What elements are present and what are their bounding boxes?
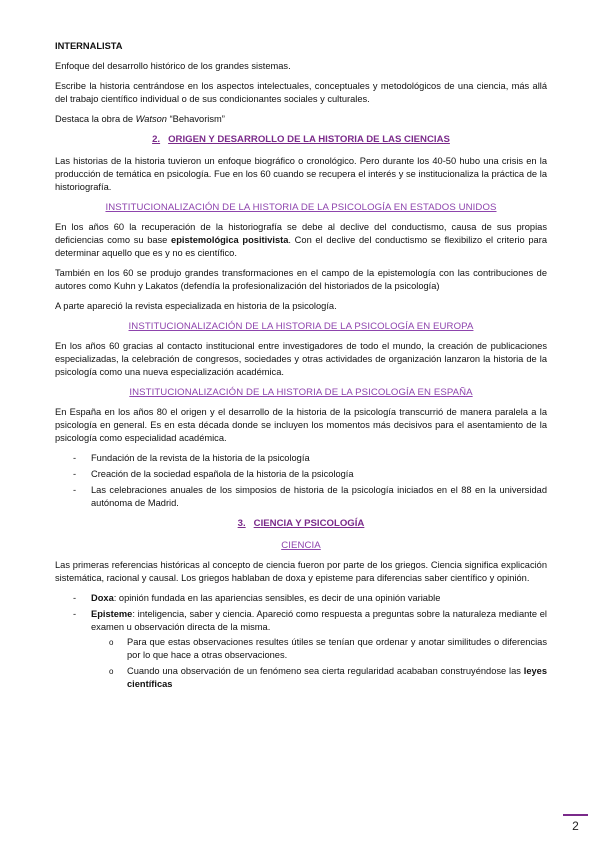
dash-bullet-icon: - — [73, 485, 77, 495]
footer-divider — [563, 814, 588, 816]
term-episteme: Episteme — [91, 609, 133, 619]
list-item-text: Fundación de la revista de la historia de la psicología — [91, 453, 310, 463]
ciencia-list — [55, 592, 547, 691]
list-item — [55, 592, 547, 605]
dash-bullet-icon: - — [73, 469, 77, 479]
sublist-item-text: Cuando una observación de un fenómeno sea cierta regularidad acababan construyéndose las — [127, 666, 524, 676]
page-number: 2 — [572, 819, 579, 833]
espana-paragraph: En España en los años 80 el origen y el desarrollo de la historia de la psicología transcurrió de manera paralela a la psicología en general. Es en esta década donde se incluyen los momentos más decisivos para el asentamiento de la psicología como especialidad académica. — [55, 407, 547, 443]
section-number: 3. — [237, 518, 246, 529]
list-item-text: : inteligencia, saber y ciencia. Apareció como respuesta a preguntas sobre la naturaleza mediante el examen u observación directa de la misma. — [91, 609, 547, 632]
sublist-item — [91, 665, 547, 691]
europa-paragraph: En los años 60 gracias al contacto institucional entre investigadores de todo el mundo, la creación de publicaciones especializadas, la celebración de congresos, sociedades y otras actividades de organización lanzaron la historia de la psicología como una nueva especialización académica. — [55, 341, 547, 377]
list-item — [55, 484, 547, 510]
eeuu-paragraph-1 — [55, 221, 547, 260]
dash-bullet-icon: - — [73, 593, 77, 603]
list-item-text: Creación de la sociedad española de la historia de la psicología — [91, 469, 354, 479]
bold-term: leyes científicas — [127, 666, 547, 689]
list-item-text: : opinión fundada en las apariencias sensibles, es decir de una opinión variable — [113, 593, 441, 603]
bold-term: epistemológica positivista — [171, 235, 289, 245]
internalista-paragraph-3 — [55, 113, 547, 126]
text-span: Destaca la obra de — [55, 114, 136, 124]
list-item-text: Las celebraciones anuales de los simposios de historia de la psicología iniciados en el 88 en la universidad autónoma de Madrid. — [91, 485, 547, 508]
section-2-paragraph: Las historias de la historia tuvieron un enfoque biográfico o cronológico. Pero durante los 40-50 hubo una crisis en la producción de temática en psicología. Fue en los 60 cuando se recupera el interés y se institucionaliza la práctica de la historiografía. — [55, 156, 547, 192]
section-title: CIENCIA Y PSICOLOGÍA — [253, 518, 365, 529]
espana-heading: INSTITUCIONALIZACIÓN DE LA HISTORIA DE LA PSICOLOGÍA EN ESPAÑA — [129, 387, 473, 398]
section-number: 2. — [152, 134, 161, 145]
section-title: ORIGEN Y DESARROLLO DE LA HISTORIA DE LAS CIENCIAS — [168, 134, 450, 145]
internalista-paragraph-1: Enfoque del desarrollo histórico de los grandes sistemas. — [55, 61, 291, 71]
ciencia-heading: CIENCIA — [281, 540, 321, 551]
circle-bullet-icon: o — [109, 638, 114, 647]
sublist-item-text: Para que estas observaciones resultes útiles se tenían que ordenar y anotar similitudes o diferencias por lo que hace a otras observaciones. — [127, 637, 547, 660]
dash-bullet-icon: - — [73, 453, 77, 463]
section-3-heading — [55, 517, 547, 530]
espana-list — [55, 452, 547, 510]
text-span: En los años 60 la recuperación de la historiografía se debe al declive del conductismo, causa de sus propias deficiencias como su base — [55, 222, 547, 245]
section-2-heading — [55, 133, 547, 146]
circle-bullet-icon: o — [109, 667, 114, 676]
europa-heading: INSTITUCIONALIZACIÓN DE LA HISTORIA DE LA PSICOLOGÍA EN EUROPA — [128, 321, 474, 332]
sublist-item — [91, 636, 547, 662]
internalista-heading: INTERNALISTA — [55, 41, 123, 51]
list-item — [55, 608, 547, 691]
list-item — [55, 468, 547, 481]
text-span: “Behavorism” — [166, 114, 225, 124]
author-name: Watson — [135, 114, 167, 124]
dash-bullet-icon: - — [73, 609, 77, 619]
eeuu-paragraph-3: A parte apareció la revista especializada en historia de la psicología. — [55, 301, 337, 311]
ciencia-paragraph: Las primeras referencias históricas al concepto de ciencia fueron por parte de los griegos. Ciencia significa explicación sistemática, racional y causal. Los griegos hablaban de doxa y episteme para diferencias saber científico y opinión. — [55, 560, 547, 583]
episteme-sublist — [91, 636, 547, 691]
list-item — [55, 452, 547, 465]
term-doxa: Doxa — [91, 593, 114, 603]
eeuu-paragraph-2: También en los 60 se produjo grandes transformaciones en el campo de la epistemología con las contribuciones de autores como Kuhn y Lakatos (defendía la profesionalización del historiados de la psicología) — [55, 268, 547, 291]
eeuu-heading: INSTITUCIONALIZACIÓN DE LA HISTORIA DE LA PSICOLOGÍA EN ESTADOS UNIDOS — [105, 202, 497, 213]
internalista-paragraph-2: Escribe la historia centrándose en los aspectos intelectuales, conceptuales y metodológicos de una ciencia, más allá del trabajo científico individual o de sus condicionantes sociales y culturales. — [55, 81, 547, 104]
text-span: . Con el declive del conductismo se flexibilizo el criterio para determinar aquello que es y no es científico. — [55, 235, 547, 258]
document-page — [55, 40, 547, 698]
